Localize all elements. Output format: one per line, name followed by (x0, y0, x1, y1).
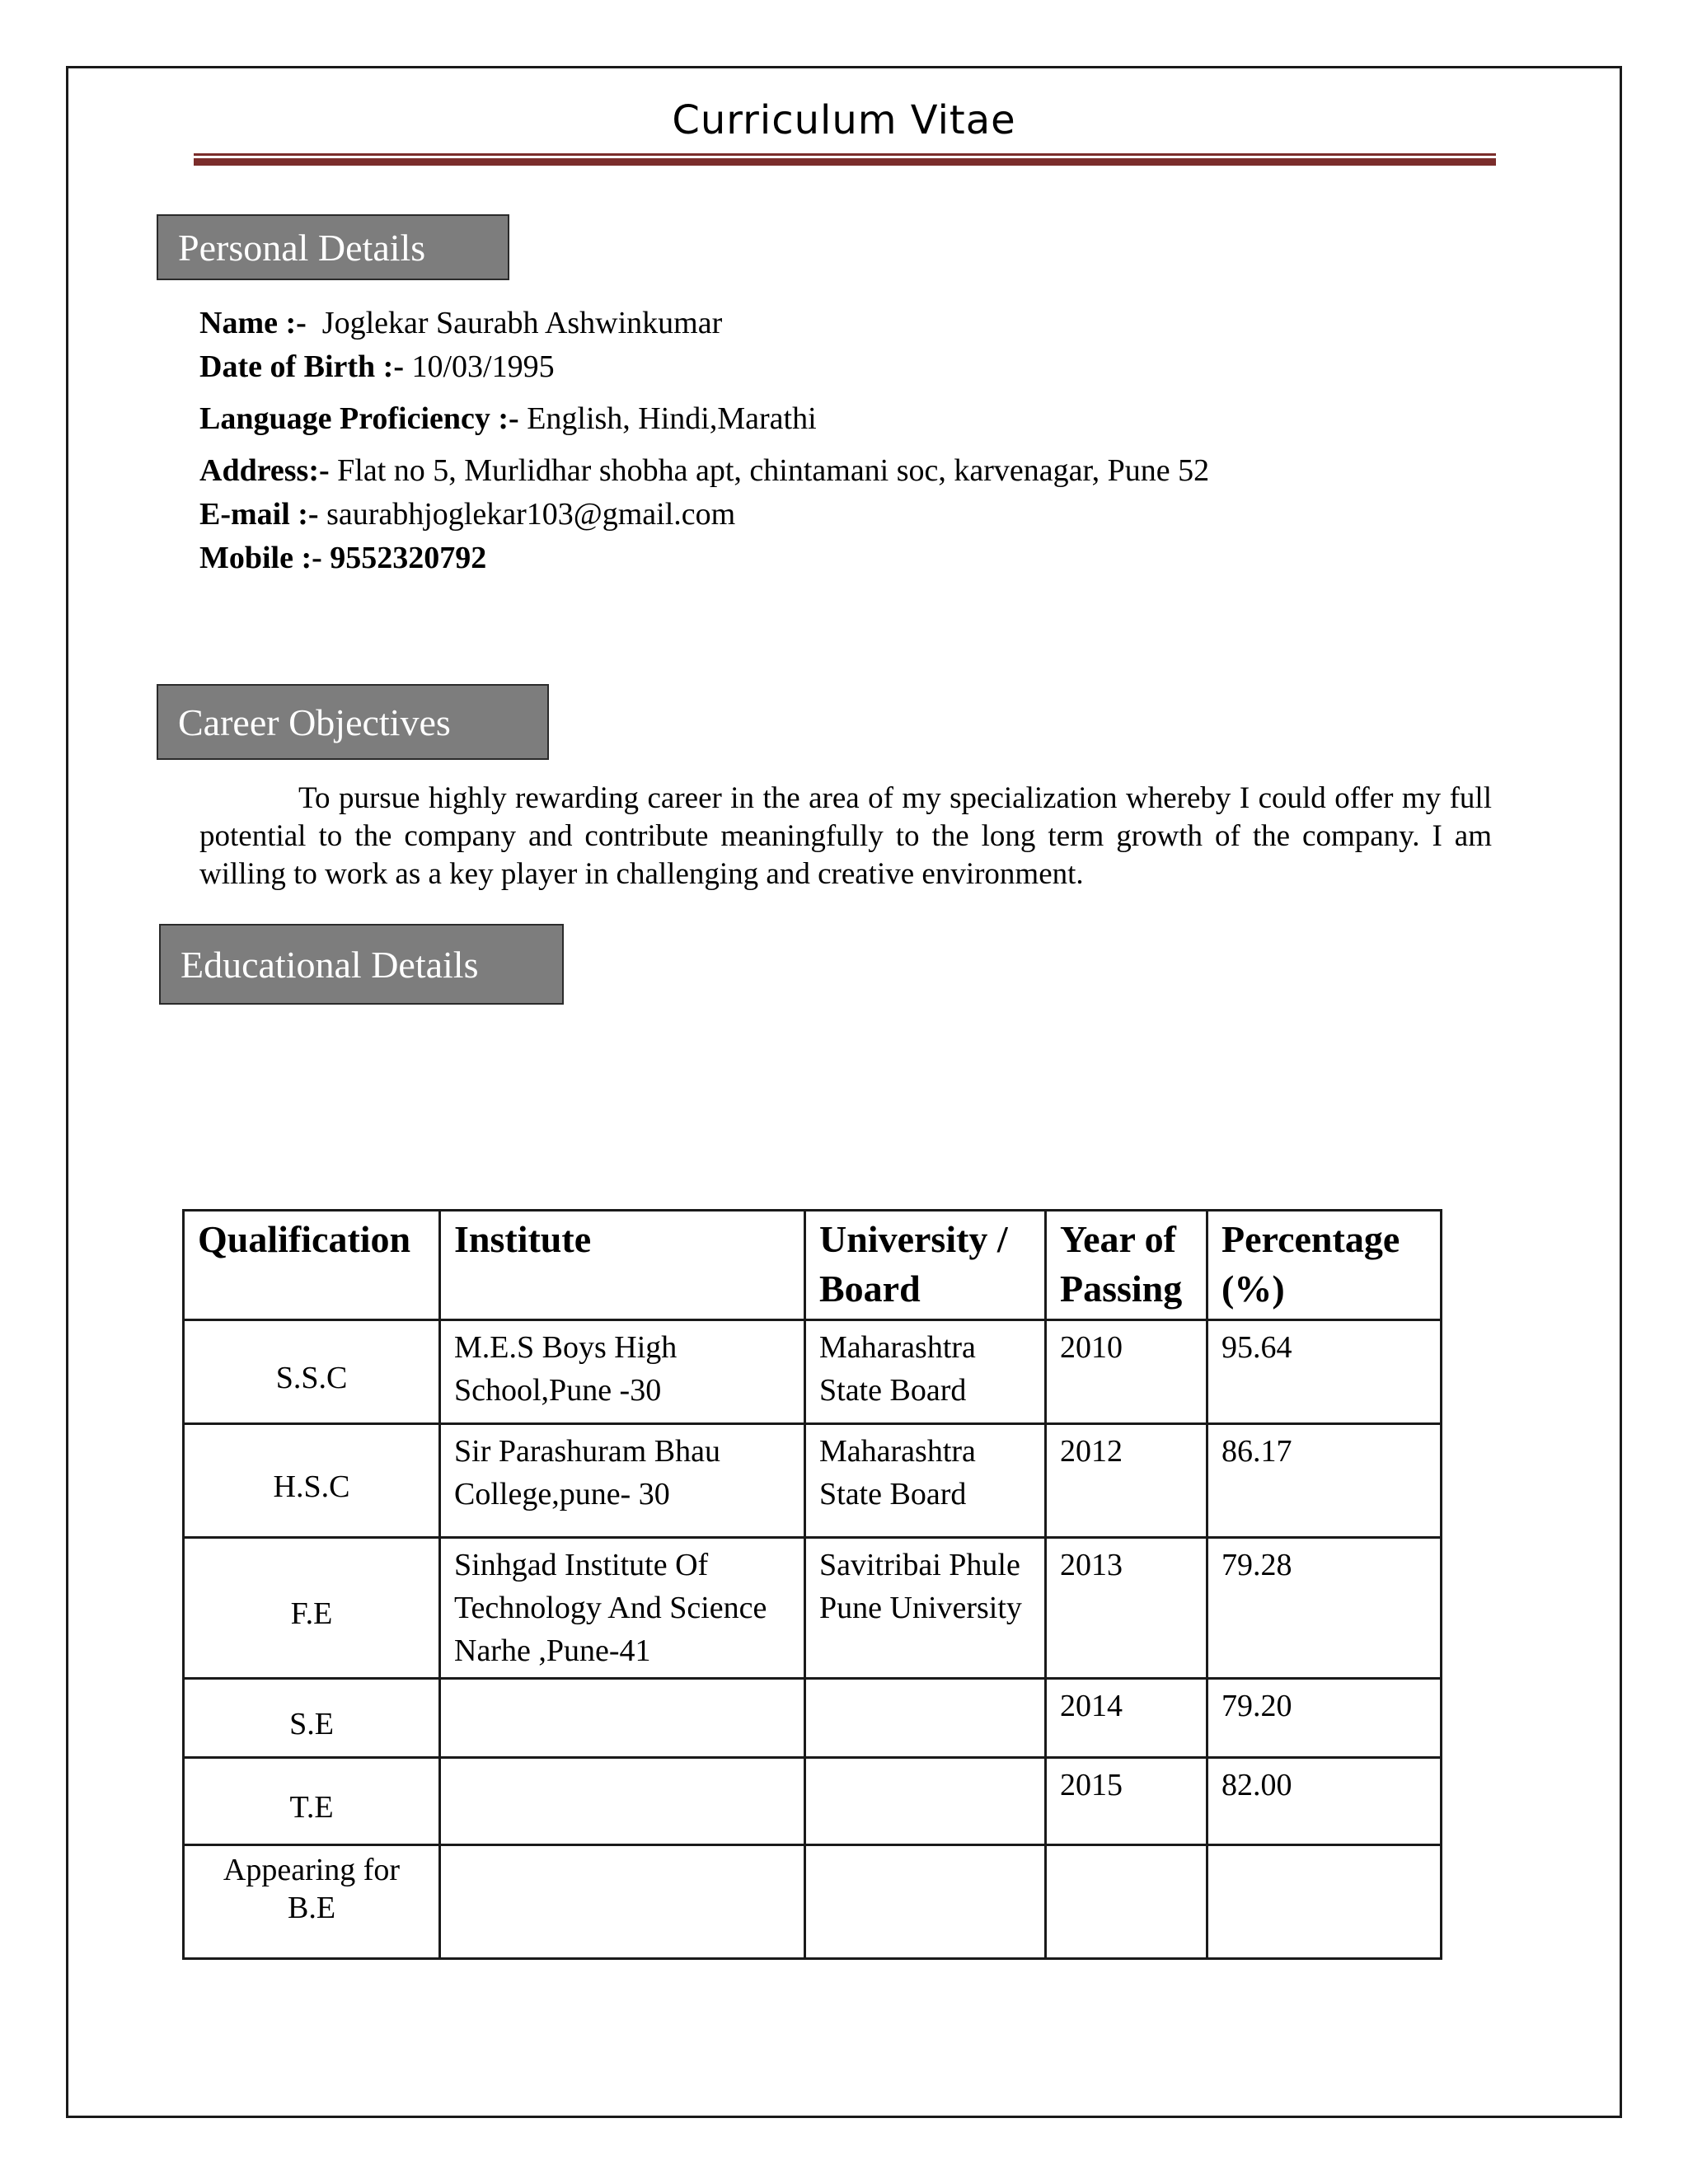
percentage-cell (1207, 1845, 1442, 1959)
institute-cell (440, 1679, 805, 1758)
institute-cell: M.E.S Boys High School,Pune -30 (440, 1320, 805, 1424)
board-cell (805, 1845, 1046, 1959)
percentage-cell: 82.00 (1207, 1758, 1442, 1845)
mobile-value: 9552320792 (330, 541, 487, 575)
percentage-cell: 86.17 (1207, 1424, 1442, 1538)
board-cell (805, 1758, 1046, 1845)
dob-value: 10/03/1995 (411, 349, 555, 384)
percentage-cell: 95.64 (1207, 1320, 1442, 1424)
mobile-field (199, 540, 486, 576)
table-row (184, 1538, 1442, 1679)
table-row (184, 1424, 1442, 1538)
year-cell: 2014 (1046, 1679, 1207, 1758)
section-heading-career: Career Objectives (157, 684, 549, 760)
email-field (199, 496, 735, 532)
dob-field (199, 349, 555, 385)
address-field (199, 452, 1209, 489)
institute-cell: Sir Parashuram Bhau College,pune- 30 (440, 1424, 805, 1538)
email-label: E-mail :- (199, 497, 319, 532)
institute-cell (440, 1758, 805, 1845)
address-value: Flat no 5, Murlidhar shobha apt, chintamani soc, karvenagar, Pune 52 (337, 453, 1210, 488)
qualification-cell: T.E (184, 1758, 440, 1845)
header-year-of-passing: Year of Passing (1046, 1211, 1207, 1320)
institute-cell: Sinhgad Institute Of Technology And Science Narhe ,Pune-41 (440, 1538, 805, 1679)
header-institute: Institute (440, 1211, 805, 1320)
address-label: Address:- (199, 453, 330, 488)
title-rule-thick (194, 158, 1496, 166)
education-table (182, 1209, 1442, 1960)
mobile-label: Mobile :- (199, 541, 322, 575)
percentage-cell: 79.20 (1207, 1679, 1442, 1758)
year-cell: 2015 (1046, 1758, 1207, 1845)
document-title: Curriculum Vitae (672, 97, 1016, 143)
email-value: saurabhjoglekar103@gmail.com (326, 497, 736, 532)
qualification-cell: Appearing for B.E (184, 1845, 440, 1959)
education-header-row (184, 1211, 1442, 1320)
career-objective-paragraph (199, 780, 1492, 893)
name-value: Joglekar Saurabh Ashwinkumar (321, 306, 723, 340)
header-qualification: Qualification (184, 1211, 440, 1320)
table-row (184, 1679, 1442, 1758)
table-row (184, 1320, 1442, 1424)
year-cell (1046, 1845, 1207, 1959)
board-cell: Maharashtra State Board (805, 1320, 1046, 1424)
qualification-cell: F.E (184, 1538, 440, 1679)
percentage-cell: 79.28 (1207, 1538, 1442, 1679)
header-percentage: Percentage (%) (1207, 1211, 1442, 1320)
board-cell: Savitribai Phule Pune University (805, 1538, 1046, 1679)
name-field (199, 305, 722, 341)
institute-cell (440, 1845, 805, 1959)
language-label: Language Proficiency :- (199, 401, 519, 436)
year-cell: 2013 (1046, 1538, 1207, 1679)
table-row (184, 1758, 1442, 1845)
dob-label: Date of Birth :- (199, 349, 404, 384)
table-row (184, 1845, 1442, 1959)
header-university-board: University / Board (805, 1211, 1046, 1320)
year-cell: 2012 (1046, 1424, 1207, 1538)
board-cell: Maharashtra State Board (805, 1424, 1046, 1538)
year-cell: 2010 (1046, 1320, 1207, 1424)
language-field (199, 401, 817, 437)
language-value: English, Hindi,Marathi (527, 401, 817, 436)
name-label: Name :- (199, 306, 307, 340)
title-rule-thin (194, 153, 1496, 156)
qualification-cell: S.S.C (184, 1320, 440, 1424)
section-heading-education: Educational Details (159, 924, 564, 1005)
qualification-cell: S.E (184, 1679, 440, 1758)
section-heading-personal: Personal Details (157, 214, 509, 280)
board-cell (805, 1679, 1046, 1758)
career-objective-text: To pursue highly rewarding career in the area of my specialization whereby I could offer my full potential to the company and contribute meaningfully to the long term growth of the company. I am willing to work as a key player in challenging and creative environment. (199, 781, 1492, 891)
qualification-cell: H.S.C (184, 1424, 440, 1538)
